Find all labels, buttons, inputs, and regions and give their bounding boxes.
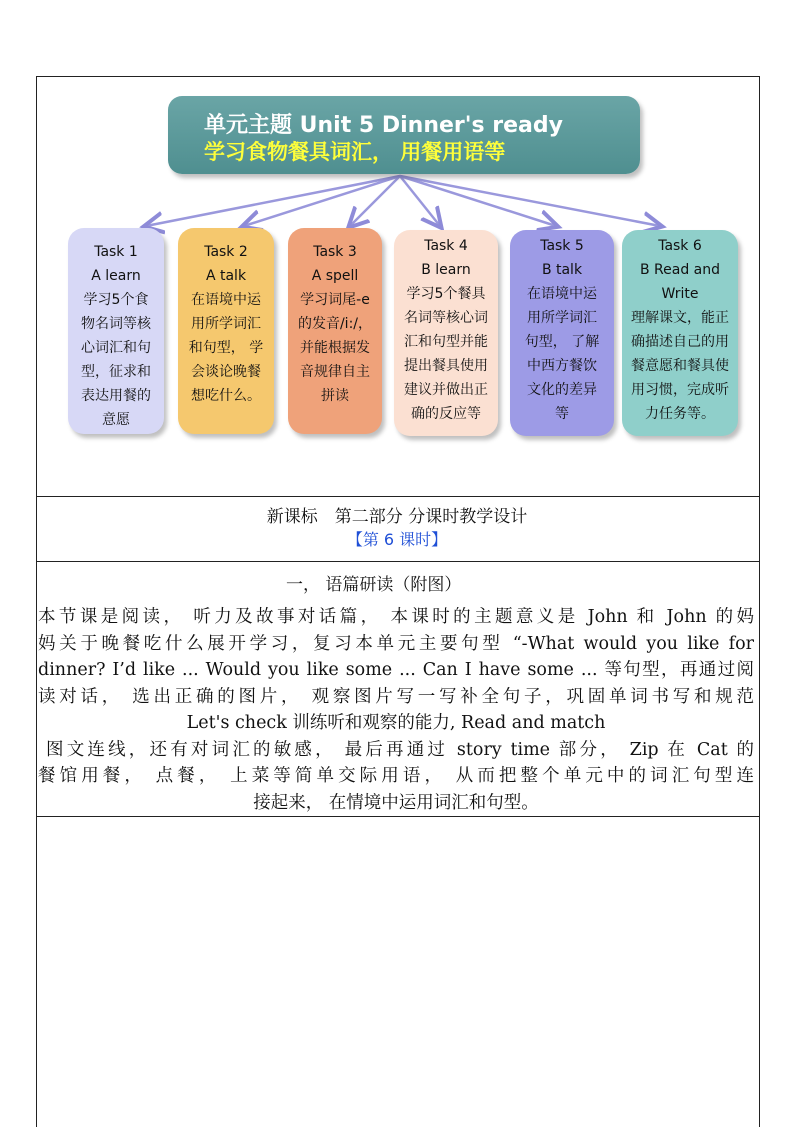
paragraph-line: 本节课是阅读， 听力及故事对话篇， 本课时的主题意义是 John 和 John 的妈	[38, 607, 754, 627]
task-desc-line: 提出餐具使用	[404, 358, 488, 374]
paragraph-line: 读对话， 选出正确的图片， 观察图片写一写补全句子，巩固单词书写和规范	[38, 686, 754, 707]
task-desc-line: 学习5个餐具	[406, 286, 486, 302]
arrow-task-1	[146, 176, 400, 226]
task-desc-line: 中西方餐饮	[527, 358, 597, 374]
task-desc-line: 想吃什么。	[191, 388, 261, 404]
task-desc-line: 学习5个食	[83, 292, 149, 308]
task-card-1	[68, 228, 164, 434]
task-desc-line: 在语境中运	[527, 286, 597, 302]
task-desc-line: 会谈论晚餐	[191, 364, 261, 380]
task-desc-line: 音规律自主	[300, 364, 370, 380]
task-desc-line: 餐意愿和餐具使	[631, 358, 729, 374]
task-desc-line: 汇和句型并能	[404, 334, 488, 350]
task-desc-line: 表达用餐的	[81, 388, 151, 404]
table-divider	[36, 816, 759, 817]
unit-theme-banner	[168, 96, 640, 174]
task-subtitle: A spell	[311, 268, 359, 284]
table-divider	[36, 561, 759, 562]
task-desc-line: 用习惯，完成听	[631, 382, 729, 398]
banner-title: 单元主题 Unit 5 Dinner's ready	[204, 113, 563, 138]
task-desc-line: 拼读	[321, 388, 349, 404]
paragraph-line: dinner? I’d like ... Would you like some ... Can I have some ... 等句型，再通过阅	[38, 660, 754, 680]
task-subtitle: A talk	[205, 268, 247, 284]
task-subtitle: Write	[661, 286, 699, 302]
paragraph-line: 图文连线，还有对词汇的敏感， 最后再通过 story time 部分， Zip 在 Cat 的	[46, 739, 754, 760]
task-desc-line: 用所学词汇	[191, 316, 261, 332]
task-desc-line: 力任务等。	[645, 406, 715, 422]
task-desc-line: 等	[555, 406, 569, 422]
task-desc-line: 学习词尾-e	[300, 292, 370, 308]
paragraph-line: 接起来， 在情境中运用词汇和句型。	[253, 792, 539, 813]
task-title: Task 2	[204, 244, 248, 260]
lesson-label: 【第 6 课时】	[346, 530, 448, 549]
task-card-2	[178, 228, 274, 434]
task-desc-line: 并能根据发	[300, 340, 370, 356]
task-desc-line: 名词等核心词	[404, 310, 488, 326]
task-desc-line: 型，征求和	[81, 364, 151, 380]
task-desc-line: 用所学词汇	[527, 310, 597, 326]
reading-paragraph	[38, 604, 754, 816]
task-card-5	[510, 230, 614, 436]
task-desc-line: 句型， 了解	[524, 334, 600, 350]
task-desc-line: 理解课文，能正	[631, 310, 729, 326]
table-divider	[36, 496, 759, 497]
paragraph-line: 妈关于晚餐吃什么展开学习，复习本单元主要句型 “-What would you like for	[38, 633, 754, 654]
task-desc-line: 确的反应等	[411, 406, 481, 422]
task-title: Task 6	[658, 238, 702, 254]
task-card-3	[288, 228, 382, 434]
task-desc-line: 建议并做出正	[404, 382, 488, 398]
task-desc-line: 心词汇和句	[81, 340, 151, 356]
task-desc-line: 意愿	[102, 412, 130, 428]
task-desc-line: 文化的差异	[527, 382, 597, 398]
task-subtitle: B learn	[421, 262, 471, 278]
reading-heading: 一， 语篇研读（附图）	[286, 575, 462, 595]
task-desc-line: 和句型， 学	[188, 340, 264, 356]
task-subtitle: B talk	[541, 262, 583, 278]
task-desc-line: 确描述自己的用	[631, 334, 729, 350]
task-title: Task 5	[540, 238, 584, 254]
section-title: 新课标 第二部分 分课时教学设计	[266, 507, 528, 527]
task-title: Task 1	[94, 244, 138, 260]
task-subtitle: B Read and	[639, 262, 721, 278]
task-card-6	[622, 230, 738, 436]
task-desc-line: 的发音/i:/，	[297, 316, 373, 332]
task-desc-line: 在语境中运	[191, 292, 261, 308]
paragraph-line: Let's check 训练听和观察的能力, Read and match	[186, 713, 606, 733]
task-card-4	[394, 230, 498, 436]
paragraph-line: 餐馆用餐， 点餐， 上菜等简单交际用语， 从而把整个单元中的词汇句型连	[38, 766, 754, 786]
task-title: Task 3	[313, 244, 357, 260]
task-subtitle: A learn	[91, 268, 141, 284]
task-desc-line: 物名词等核	[81, 316, 151, 332]
task-title: Task 4	[424, 238, 468, 254]
banner-subtitle: 学习食物餐具词汇， 用餐用语等	[204, 140, 506, 164]
